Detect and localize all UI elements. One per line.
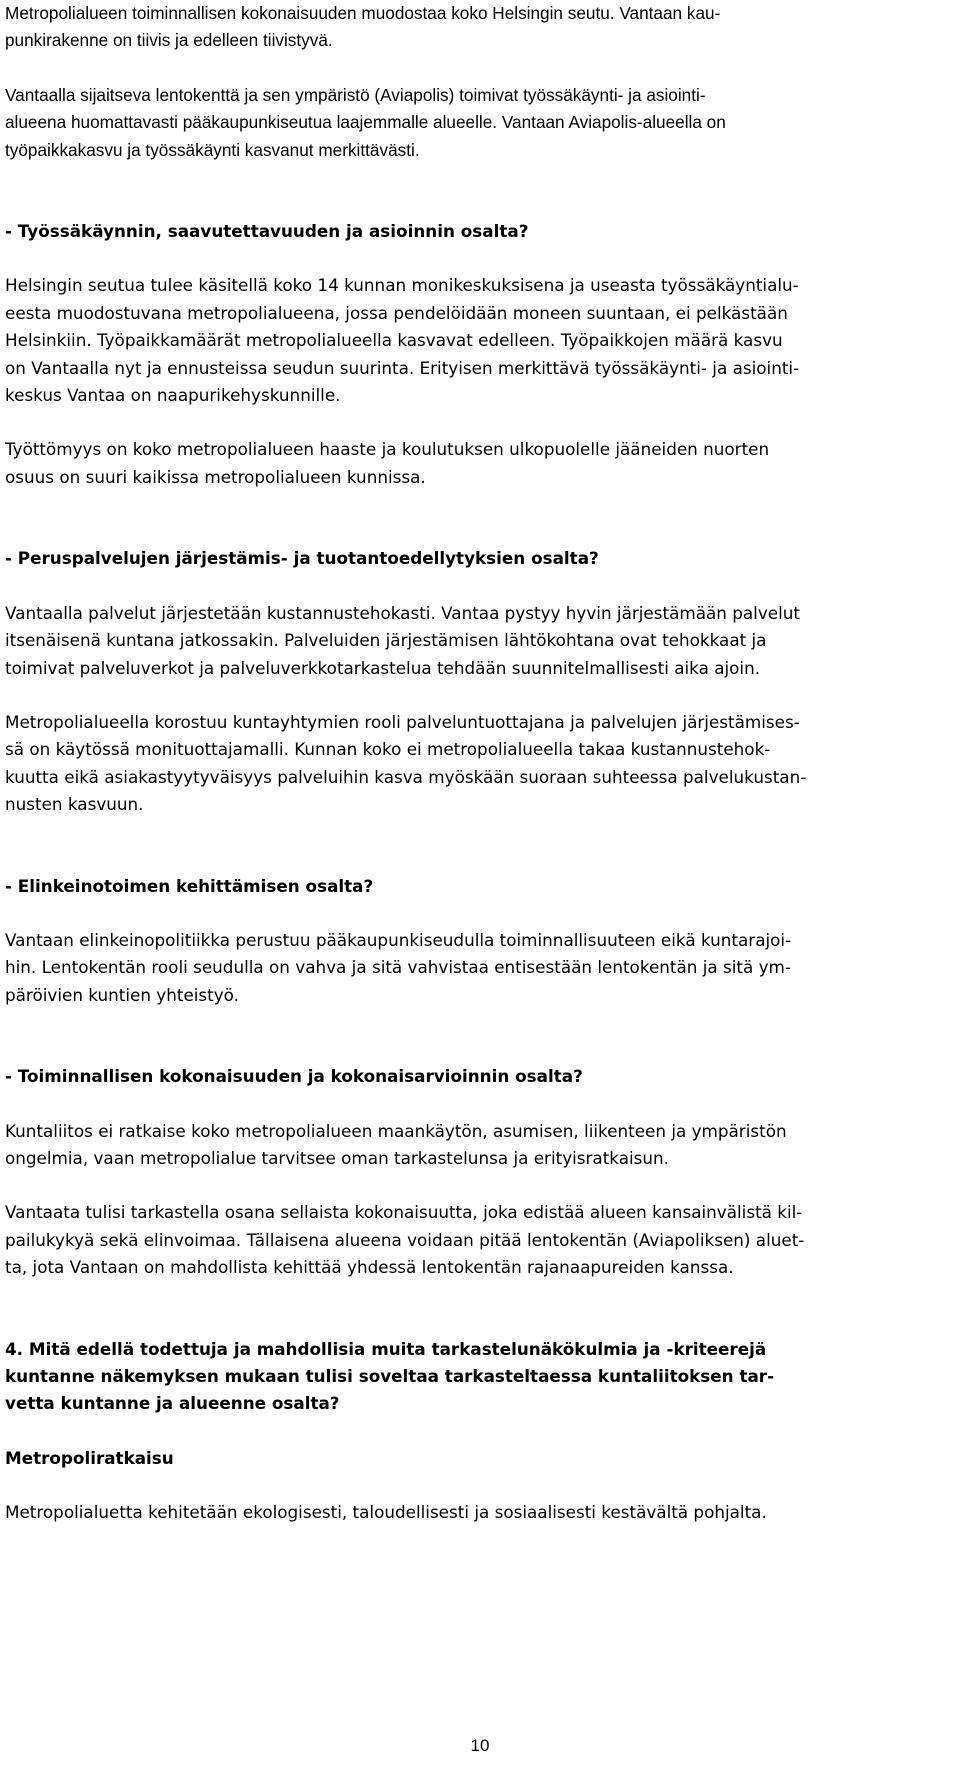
section-heading-basic-services bbox=[5, 545, 950, 572]
paragraph-municipal-merger bbox=[5, 1118, 950, 1173]
text-line: alueena huomattavasti pääkaupunkiseutua laajemmalle alueelle. Vantaan Aviapolis-alueella on bbox=[5, 112, 726, 133]
text-line: Vantaalla sijaitseva lentokenttä ja sen ympäristö (Aviapolis) toimivat työssäkäynti- ja asiointi- bbox=[5, 84, 706, 105]
text-line: sä on käytössä monituottajamalli. Kunnan koko ei metropolialueella takaa kustannustehok- bbox=[5, 739, 771, 760]
paragraph-service-efficiency bbox=[5, 600, 950, 682]
paragraph-unemployment bbox=[5, 436, 950, 491]
paragraph-aviapolis bbox=[5, 82, 950, 164]
text-line: ongelmia, vaan metropolialue tarvitsee oman tarkastelunsa ja erityisratkaisun. bbox=[5, 1147, 670, 1168]
section-heading-functional-entity bbox=[5, 1063, 950, 1090]
heading-text: 4. Mitä edellä todettuja ja mahdollisia muita tarkastelunäkökulmia ja -kriteerejä bbox=[5, 1338, 767, 1359]
heading-text: - Toiminnallisen kokonaisuuden ja kokonaisarvioinnin osalta? bbox=[5, 1066, 583, 1087]
page-number: 10 bbox=[470, 1736, 490, 1755]
text-line: kuutta eikä asiakastyytyväisyys palveluihin kasva myöskään suoraan suhteessa palvelukustan- bbox=[5, 766, 807, 787]
heading-text: - Peruspalvelujen järjestämis- ja tuotantoedellytyksien osalta? bbox=[5, 548, 599, 569]
text-line: toimivat palveluverkot ja palveluverkkotarkastelua tehdään suunnitelmallisesti aika ajoin. bbox=[5, 657, 761, 678]
text-line: päröivien kuntien yhteistyö. bbox=[5, 984, 239, 1005]
text-line: työpaikkakasvu ja työssäkäynti kasvanut merkittävästi. bbox=[5, 139, 420, 160]
subheading-metropolitan-solution bbox=[5, 1445, 950, 1472]
text-line: Vantaata tulisi tarkastella osana sellaista kokonaisuutta, joka edistää alueen kansainvälistä kil- bbox=[5, 1202, 803, 1223]
text-line: keskus Vantaa on naapurikehyskunnille. bbox=[5, 385, 341, 406]
text-line: Vantaan elinkeinopolitiikka perustuu pääkaupunkiseudulla toiminnallisuuteen eikä kuntarajoi- bbox=[5, 929, 792, 950]
paragraph-multi-provider-model bbox=[5, 709, 950, 819]
paragraph-competitiveness bbox=[5, 1199, 950, 1281]
paragraph-business-policy bbox=[5, 927, 950, 1009]
text-line: punkirakenne on tiivis ja edelleen tiivistyvä. bbox=[5, 30, 333, 51]
heading-text: - Työssäkäynnin, saavutettavuuden ja asioinnin osalta? bbox=[5, 221, 529, 242]
text-line: Metropolialuetta kehitetään ekologisesti, taloudellisesti ja sosiaalisesti kestävältä pohjalta. bbox=[5, 1502, 767, 1523]
text-line: Vantaalla palvelut järjestetään kustannustehokasti. Vantaa pystyy hyvin järjestämään palvelut bbox=[5, 602, 800, 623]
document-page bbox=[5, 0, 950, 1527]
text-line: Metropolialueella korostuu kuntayhtymien rooli palveluntuottajana ja palvelujen järjestämises- bbox=[5, 711, 800, 732]
paragraph-sustainable-development bbox=[5, 1499, 950, 1526]
text-line: Työttömyys on koko metropolialueen haaste ja koulutuksen ulkopuolelle jääneiden nuorten bbox=[5, 439, 770, 460]
text-line: ta, jota Vantaan on mahdollista kehittää yhdessä lentokentän rajanaapureiden kanssa. bbox=[5, 1257, 734, 1278]
text-line: Kuntaliitos ei ratkaise koko metropolialueen maankäytön, asumisen, liikenteen ja ympäristön bbox=[5, 1120, 787, 1141]
text-line: itsenäisenä kuntana jatkossakin. Palveluiden järjestämisen lähtökohtana ovat tehokkaat ja bbox=[5, 630, 767, 651]
heading-text: kuntanne näkemyksen mukaan tulisi soveltaa tarkasteltaessa kuntaliitoksen tar- bbox=[5, 1366, 775, 1386]
heading-text: - Elinkeinotoimen kehittämisen osalta? bbox=[5, 875, 374, 896]
text-line: nusten kasvuun. bbox=[5, 794, 144, 815]
heading-text: vetta kuntanne ja alueenne osalta? bbox=[5, 1393, 340, 1414]
section-heading-business-development bbox=[5, 873, 950, 900]
text-line: Metropolialueen toiminnallisen kokonaisuuden muodostaa koko Helsingin seutu. Vantaan kau- bbox=[5, 3, 721, 23]
section-heading-commuting bbox=[5, 218, 950, 245]
text-line: Helsingin seutua tulee käsitellä koko 14 kunnan monikeskuksisena ja useasta työssäkäyntialu- bbox=[5, 275, 799, 296]
text-line: on Vantaalla nyt ja ennusteissa seudun suurinta. Erityisen merkittävä työssäkäynti- ja asiointi- bbox=[5, 357, 800, 378]
text-line: pailukykyä sekä elinvoimaa. Tällaisena alueena voidaan pitää lentokentän (Aviapoliksen) aluet- bbox=[5, 1229, 805, 1250]
question-heading-4 bbox=[5, 1336, 950, 1418]
text-line: Helsinkiin. Työpaikkamäärät metropolialueella kasvavat edelleen. Työpaikkojen määrä kasvu bbox=[5, 330, 783, 351]
subheading-text: Metropoliratkaisu bbox=[5, 1447, 174, 1468]
paragraph-metropolitan-area bbox=[5, 0, 950, 55]
text-line: osuus on suuri kaikissa metropolialueen kunnissa. bbox=[5, 466, 426, 487]
text-line: eesta muodostuvana metropolialueena, jossa pendelöidään moneen suuntaan, ei pelkästään bbox=[5, 302, 788, 323]
text-line: hin. Lentokentän rooli seudulla on vahva ja sitä vahvistaa entisestään lentokentän ja sitä ym- bbox=[5, 957, 791, 978]
paragraph-helsinki-region bbox=[5, 272, 950, 409]
